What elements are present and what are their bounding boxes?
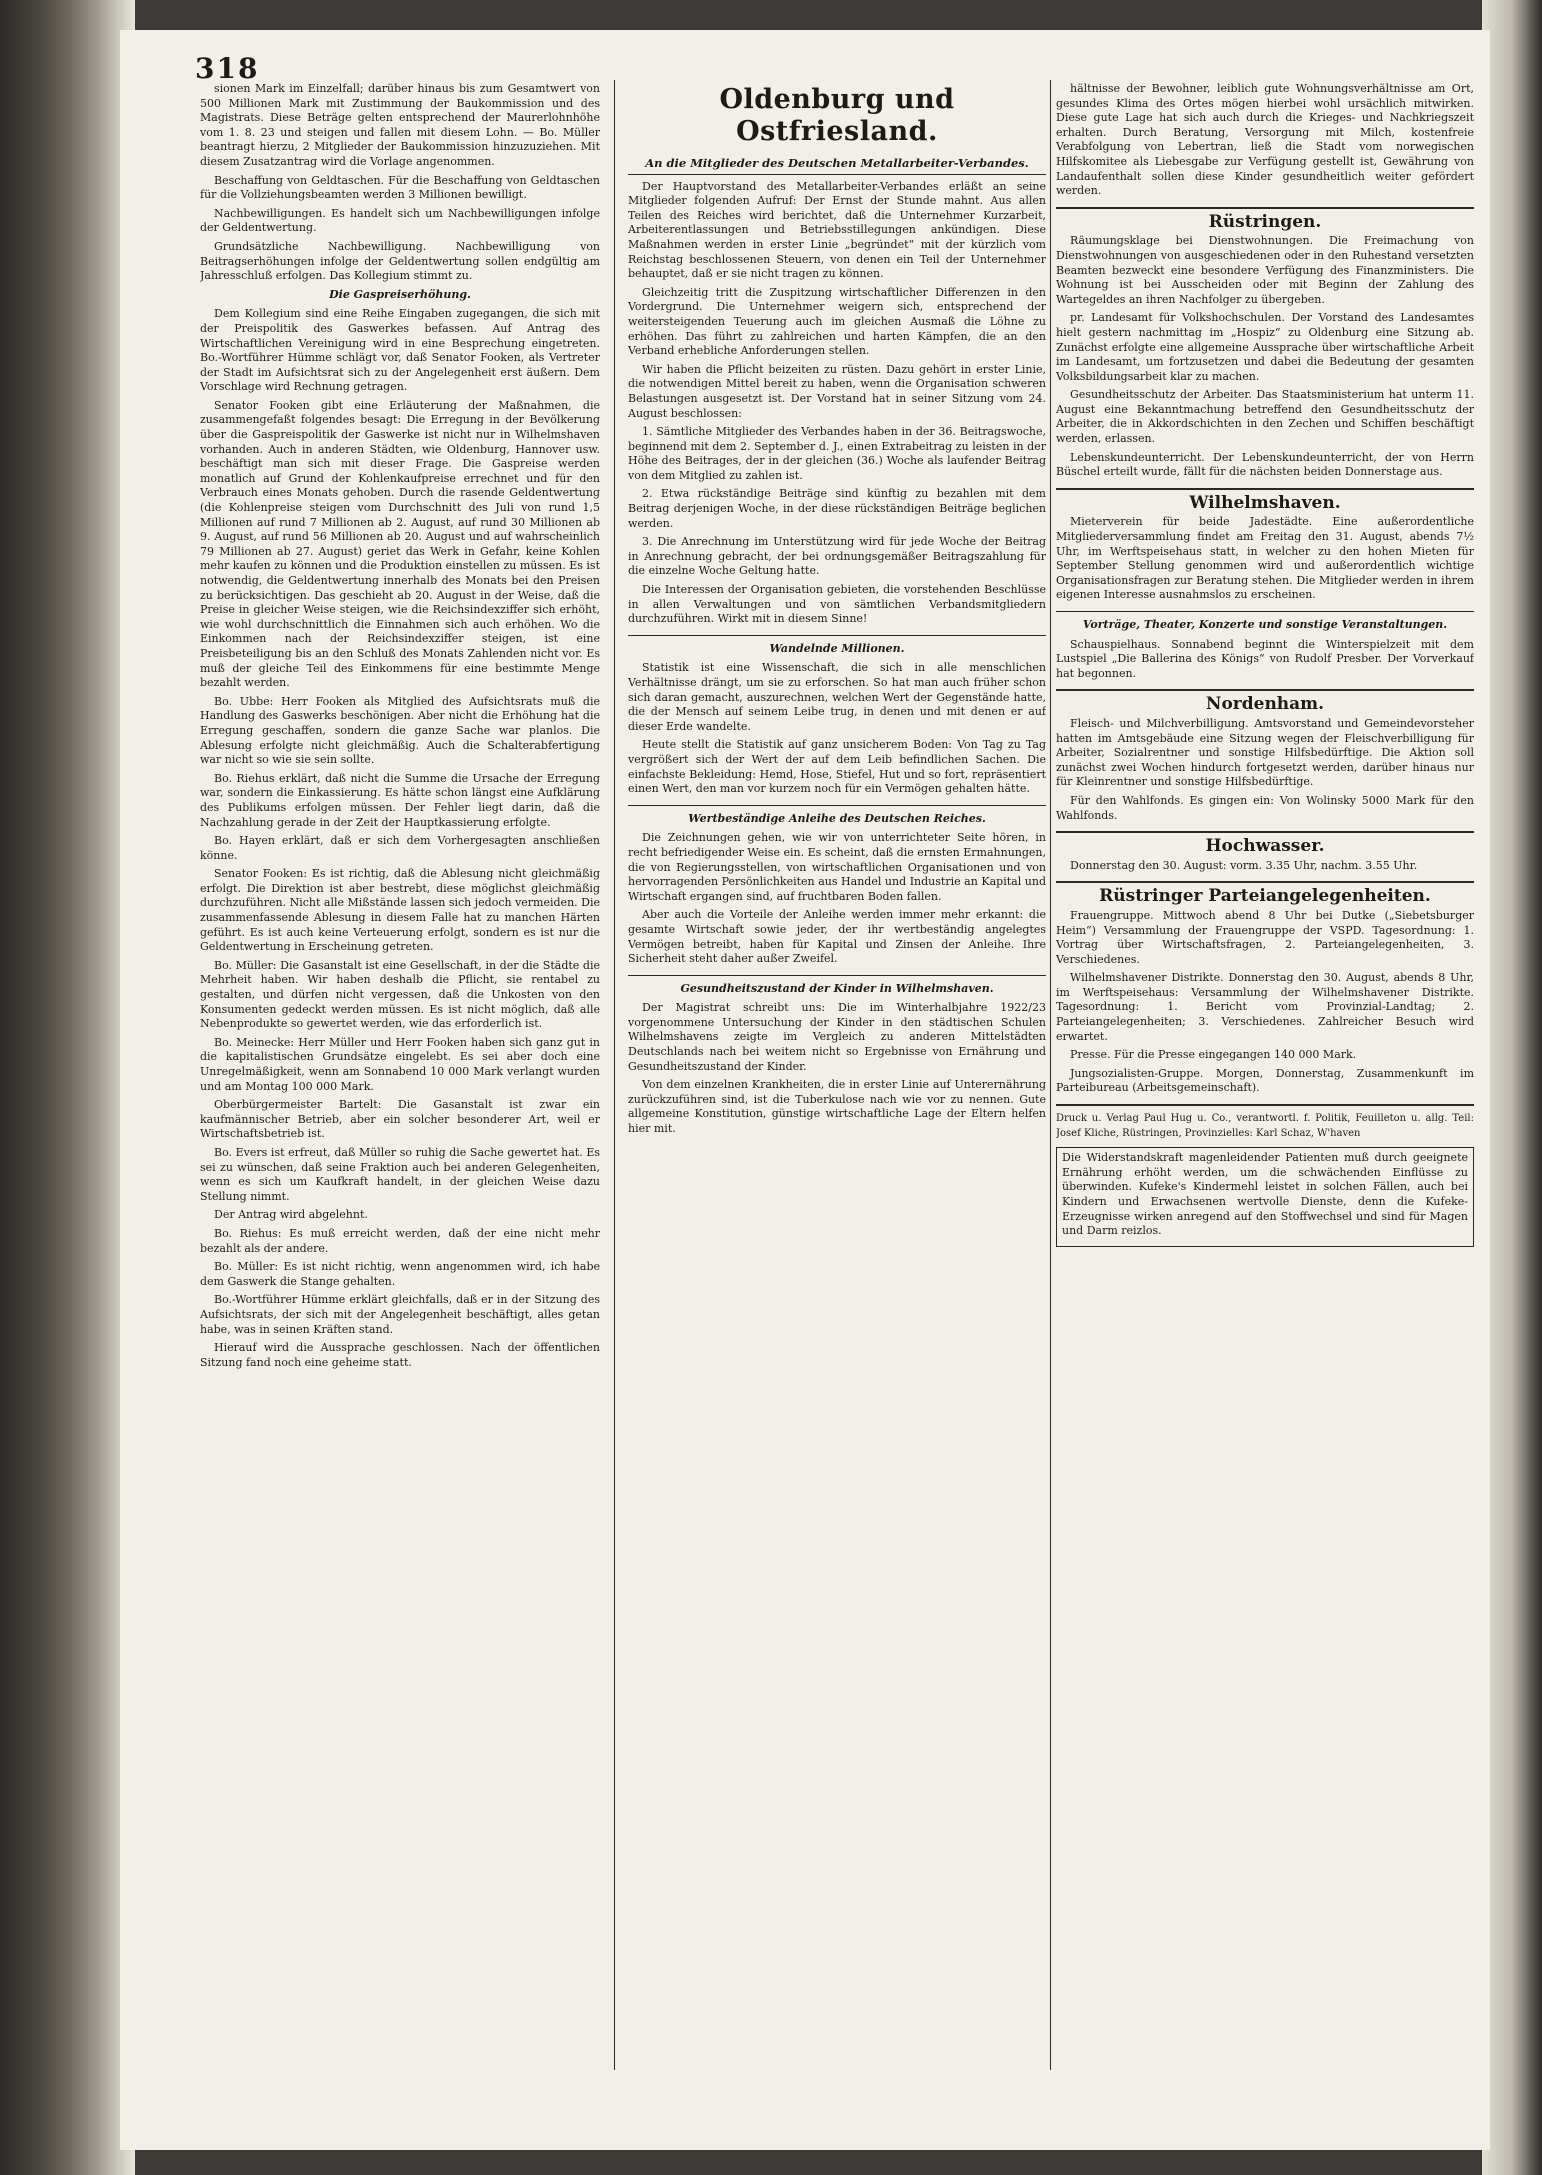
paragraph: Mieterverein für beide Jadestädte. Eine außerordentliche Mitgliederversammlung findet am Freitag den 31. August, abends 7½ Uhr, im Werftspeisehaus statt, in welcher zu den hohen Mieten für September Stellung genommen wird und außerordentlich wichtige Organisationsfragen zur Beratung stehen. Die Mitglieder werden in ihrem eigenen Interesse ausnahmslos zu erscheinen. — [1056, 515, 1474, 602]
section-heading: Rüstringen. — [1208, 211, 1322, 232]
paragraph: Wilhelmshavener Distrikte. Donnerstag den 30. August, abends 8 Uhr, im Werftspeisehaus: Versammlung der Wilhelmshavener Distrikte. Tagesordnung: 1. Bericht vom Provinzial-Landtag; 2. Parteiangelegenheiten; 3. Verschiedenes. Zahlreicher Besuch wird erwartet. — [1056, 971, 1474, 1043]
paragraph: Bo. Evers ist erfreut, daß Müller so ruhig die Sache gewertet hat. Es sei zu wünschen, daß seine Fraktion auch bei anderen Gelegenheiten, wenn es sich um Kaufkraft handelt, in der gleichen Weise dazu Stellung nimmt. — [200, 1145, 600, 1203]
divider — [1056, 611, 1474, 612]
column-right — [1056, 82, 1474, 2122]
section-heading: Wandelnde Millionen. — [769, 641, 905, 655]
paragraph: 1. Sämtliche Mitglieder des Verbandes haben in der 36. Beitragswoche, beginnend mit dem 2. September d. J., einen Extrabeitrag zu leisten in der Höhe des Beitrages, der in der gleichen (36.) Woche als laufender Beitrag von dem Mitglied zu zahlen ist. — [628, 425, 1046, 482]
section-heading: Rüstringer Parteiangelegenheiten. — [1099, 886, 1431, 907]
paragraph: Senator Fooken gibt eine Erläuterung der Maßnahmen, die zusammengefaßt folgendes besagt: Die Erregung in der Bevölkerung über die Gaspreispolitik der Gaswerke ist nicht nur in Wilhelmshaven vorhanden. Auch in anderen Städten, wie Oldenburg, Hannover usw. beschäftigt man sich mit dieser Frage. Die Gaspreise werden monatlich auf Grund der Kohlenkaufpreise errechnet und für den Verbrauch eines Monats gehoben. Durch die rasende Geldentwertung (die Kohlenpreise steigen vom Durchschnitt des Juli von rund 1,5 Millionen auf rund 7 Millionen ab 2. August, auf rund 30 Millionen ab 9. August, auf rund 56 Millionen ab 20. August und auf wahrscheinlich 79 Millionen ab 27. August) geriet das Werk in Gefahr, keine Kohlen mehr kaufen zu können und die Produktion einstellen zu müssen. Es ist notwendig, die Geldentwertung innerhalb des Monats bei den Preisen zu berücksichtigen. Das geschieht ab 20. August in der Weise, daß die Preise in gleicher Weise steigen, wie die Reichsindexziffer sich erhöht, wie wohl durchschnittlich die Einnahmen sich auch erhöhen. Wo die Einkommen nach der Reichsindexziffer steigen, ist eine Preisbeteiligung bis an den Schluß des Monats Zahlenden nicht vor. Es muß der gleiche Teil des Einkommens für eine bestimmte Menge bezahlt werden. — [200, 398, 600, 690]
advertisement-text: Die Widerstandskraft magenleidender Patienten muß durch geeignete Ernährung erhöht werden, um die schwächenden Einflüsse zu überwinden. Kufeke's Kindermehl leistet in solchen Fällen, auch bei Kindern und Erwachsenen wertvolle Dienste, denn die Kufeke-Erzeugnisse wirken anregend auf den Stoffwechsel und sind für Magen und Darm reizlos. — [1062, 1151, 1468, 1238]
paragraph: Heute stellt die Statistik auf ganz unsicherem Boden: Von Tag zu Tag vergrößert sich der Wert der auf dem Leib befindlichen Sachen. Die einfachste Bekleidung: Hemd, Hose, Stiefel, Hut und so fort, repräsentiert einen Wert, den man vor kurzem noch für ein Vermögen gehalten hätte. — [628, 738, 1046, 796]
paragraph: Bo. Hayen erklärt, daß er sich dem Vorhergesagten anschließen könne. — [200, 834, 600, 862]
paragraph: Gleichzeitig tritt die Zuspitzung wirtschaftlicher Differenzen in den Vordergrund. Die Unternehmer weigern sich, entsprechend der weitersteigenden Teuerung auch im gleichen Ausmaß die Löhne zu erhöhen. Das führt zu zahlreichen und harten Kämpfen, die an den Verband erhebliche Anforderungen stellen. — [628, 285, 1046, 358]
paragraph: Bo.-Wortführer Hümme erklärt gleichfalls, daß er in der Sitzung des Aufsichtsrats, der sich mit der Angelegenheit beschäftigt, alles getan habe, was in seinen Kräften stand. — [200, 1293, 600, 1336]
section-heading: Wertbeständige Anleihe des Deutschen Reiches. — [688, 811, 986, 825]
paragraph: Von dem einzelnen Krankheiten, die in erster Linie auf Unterernährung zurückzuführen sind, ist die Tuberkulose nach wie vor zu nennen. Gute allgemeine Konstitution, günstige wirtschaftliche Lage der Eltern helfen hier mit. — [628, 1078, 1046, 1136]
paragraph: Gesundheitsschutz der Arbeiter. Das Staatsministerium hat unterm 11. August eine Bekanntmachung betreffend den Gesundheitsschutz der Arbeiter, die in Akkordschichten in den Zechen und Schiffen beschäftigt werden, erlassen. — [1056, 388, 1474, 446]
section-heading: Die Gaspreiserhöhung. — [329, 287, 471, 301]
paragraph: Bo. Müller: Es ist nicht richtig, wenn angenommen wird, ich habe dem Gaswerk die Stange gehalten. — [200, 1260, 600, 1288]
paragraph: Wir haben die Pflicht beizeiten zu rüsten. Dazu gehört in erster Linie, die notwendigen Mittel bereit zu haben, wenn die Organisation schweren Belastungen ausgesetzt ist. Der Vorstand hat in seiner Sitzung vom 24. August beschlossen: — [628, 362, 1046, 420]
column-rule — [1050, 80, 1051, 2070]
divider — [1056, 881, 1474, 883]
imprint: Druck u. Verlag Paul Hug u. Co., verantwortl. f. Politik, Feuilleton u. allg. Teil: Josef Kliche, Rüstringen, Provinzielles: Karl Schaz, W'haven — [1056, 1113, 1474, 1139]
paragraph: Nachbewilligungen. Es handelt sich um Nachbewilligungen infolge der Geldentwertung. — [200, 206, 600, 235]
paragraph: hältnisse der Bewohner, leiblich gute Wohnungsverhältnisse am Ort, gesundes Klima des Ortes mögen hierbei wohl ursächlich mitwirken. Diese gute Lage hat sich auch durch die Krieges- und Nachkriegszeit erhalten. Durch Beratung, Versorgung mit Milch, kostenfreie Verabfolgung von Lebertran, ließ die Stadt vom norwegischen Hilfskomitee als Liebesgabe zur Verfügung gestellt ist, Gewährung von Landaufenthalt sollen diese Kinder gesundheitlich weiter gefördert werden. — [1056, 82, 1474, 198]
subheading: An die Mitglieder des Deutschen Metallarbeiter-Verbandes. — [628, 156, 1046, 175]
paragraph: Grundsätzliche Nachbewilligung. Nachbewilligung von Beitragserhöhungen infolge der Geldentwertung sollen endgültig am Jahresschluß erfolgen. Das Kollegium stimmt zu. — [200, 239, 600, 283]
paragraph: Bo. Riehus: Es muß erreicht werden, daß der eine nicht mehr bezahlt als der andere. — [200, 1226, 600, 1255]
paragraph: Schauspielhaus. Sonnabend beginnt die Winterspielzeit mit dem Lustspiel „Die Ballerina des Königs“ von Rudolf Presber. Der Vorverkauf hat begonnen. — [1056, 637, 1474, 680]
paragraph: pr. Landesamt für Volkshochschulen. Der Vorstand des Landesamtes hielt gestern nachmittag im „Hospiz“ zu Oldenburg eine Sitzung ab. Zunächst erfolgte eine allgemeine Aussprache über wirtschaftliche Arbeit im Landesamt, um fortzusetzen und dabei die Bedeutung der gesamten Volksbildungsarbeit klar zu machen. — [1056, 311, 1474, 383]
section-heading: Gesundheitszustand der Kinder in Wilhelmshaven. — [680, 981, 994, 995]
paragraph: Frauengruppe. Mittwoch abend 8 Uhr bei Dutke („Siebetsburger Heim“) Versammlung der Frauengruppe der VSPD. Tagesordnung: 1. Vortrag über Wirtschaftsfragen, 2. Parteiangelegenheiten, 3. Verschiedenes. — [1056, 908, 1474, 966]
paragraph: Bo. Müller: Die Gasanstalt ist eine Gesellschaft, in der die Städte die Mehrheit haben. Wir haben deshalb die Pflicht, sie rentabel zu gestalten, und dürfen nicht vergessen, daß die Unkosten von den Konsumenten gedeckt werden müssen. Es ist nicht möglich, daß alle Nebenprodukte so gewertet werden, wie das erforderlich ist. — [200, 958, 600, 1031]
divider — [1056, 831, 1474, 833]
paragraph: Die Zeichnungen gehen, wie wir von unterrichteter Seite hören, in recht befriedigender Weise ein. Es scheint, daß die ernsten Ermahnungen, die von Regierungsstellen, von wirtschaftlichen Organisationen und von hervorragenden Persönlichkeiten aus Handel und Industrie an Kapital und Wirtschaft ergangen sind, auf fruchtbaren Boden fallen. — [628, 831, 1046, 903]
paragraph: Für den Wahlfonds. Es gingen ein: Von Wolinsky 5000 Mark für den Wahlfonds. — [1056, 793, 1474, 822]
paragraph: Aber auch die Vorteile der Anleihe werden immer mehr erkannt: die gesamte Wirtschaft sowie jeder, der ihr wertbeständig angelegtes Vermögen betreibt, haben für Kapital und Zinsen der Anleihe. Ihre Sicherheit steht daher außer Zweifel. — [628, 908, 1046, 966]
divider — [1056, 488, 1474, 490]
paragraph: Senator Fooken: Es ist richtig, daß die Ablesung nicht gleichmäßig erfolgt. Die Direktion ist aber bestrebt, diese möglichst gleichmäßig durchzuführen. Nicht alle Mißstände lassen sich jedoch vermeiden. Die zusammenfassende Ablesung in diesem Falle hat zu manchen Härten geführt. Es ist auch keine Verteuerung erfolgt, sondern es ist nur die Geldentwertung in Erscheinung getreten. — [200, 867, 600, 954]
paragraph: Statistik ist eine Wissenschaft, die sich in alle menschlichen Verhältnisse drängt, um sie zu erforschen. So hat man auch früher schon sich daran gemacht, auszurechnen, welchen Wert der Gegenstände hatte, die der Mensch auf seinem Leibe trug, in denen und mit denen er auf dieser Erde wandelte. — [628, 661, 1046, 733]
column-middle — [628, 82, 1046, 2122]
divider — [628, 635, 1046, 636]
paragraph: Die Interessen der Organisation gebieten, die vorstehenden Beschlüsse in allen Verwaltungen und von sämtlichen Verbandsmitgliedern durchzuführen. Wirkt mit in diesem Sinne! — [628, 583, 1046, 626]
paragraph: Hierauf wird die Aussprache geschlossen. Nach der öffentlichen Sitzung fand noch eine geheime statt. — [200, 1341, 600, 1369]
advertisement-box — [1056, 1147, 1474, 1247]
column-left — [200, 82, 600, 2122]
paragraph: Lebenskundeunterricht. Der Lebenskundeunterricht, der von Herrn Büschel erteilt wurde, fällt für die nächsten beiden Donnerstage aus. — [1056, 450, 1474, 479]
section-heading: Hochwasser. — [1205, 836, 1325, 857]
paragraph: Presse. Für die Presse eingegangen 140 000 Mark. — [1070, 1048, 1357, 1062]
section-heading: Wilhelmshaven. — [1189, 492, 1341, 513]
masthead: Oldenburg und Ostfriesland. — [719, 84, 955, 147]
paragraph: Der Antrag wird abgelehnt. — [214, 1208, 368, 1222]
paragraph: Bo. Riehus erklärt, daß nicht die Summe die Ursache der Erregung war, sondern die Einkassierung. Es hätte schon längst eine Aufklärung des Publikums erfolgen müssen. Der Fehler liegt darin, daß die Nachzahlung gerade in der Zeit der Hauptkassierung erfolgte. — [200, 771, 600, 829]
divider — [1056, 689, 1474, 691]
section-heading: Vorträge, Theater, Konzerte und sonstige Veranstaltungen. — [1082, 618, 1448, 631]
paragraph: Donnerstag den 30. August: vorm. 3.35 Uhr, nachm. 3.55 Uhr. — [1070, 858, 1418, 872]
page-number: 318 — [195, 52, 260, 85]
paragraph: Oberbürgermeister Bartelt: Die Gasanstalt ist zwar ein kaufmännischer Betrieb, aber ein solcher besonderer Art, weil er Wirtschaftsbetrieb ist. — [200, 1098, 600, 1141]
divider — [628, 805, 1046, 806]
divider — [1056, 1104, 1474, 1106]
paragraph: Beschaffung von Geldtaschen. Für die Beschaffung von Geldtaschen für die Vollziehungsbeamten werden 3 Millionen bewilligt. — [200, 173, 600, 202]
paragraph: Der Hauptvorstand des Metallarbeiter-Verbandes erläßt an seine Mitglieder folgenden Aufruf: Der Ernst der Stunde mahnt. Aus allen Teilen des Reiches wird berichtet, daß die Unternehmer Kurzarbeit, Arbeiterentlassungen und Betriebsstillegungen ankündigen. Diese Maßnahmen werden in erster Linie „begründet“ mit der kürzlich vom Reichstag beschlossenen Steuern, von denen ein Teil der Unternehmer behauptet, daß er sie nicht tragen zu können. — [628, 179, 1046, 281]
scan-right-edge — [1482, 0, 1542, 2175]
paragraph: Bo. Meinecke: Herr Müller und Herr Fooken haben sich ganz gut in die kapitalistischen Grundsätze eingelebt. Es sei aber doch eine Unregelmäßigkeit, wenn am Sonnabend 10 000 Mark verlangt wurden und am Montag 100 000 Mark. — [200, 1035, 600, 1093]
paragraph: Bo. Ubbe: Herr Fooken als Mitglied des Aufsichtsrats muß die Handlung des Gaswerks beschönigen. Aber nicht die Erhöhung hat die Erregung geschaffen, sondern die ganze Sache war planlos. Die Ablesung erfolgte nicht gleichmäßig. Auch die Schalterabfertigung war nicht so wie sie sein sollte. — [200, 694, 600, 767]
paragraph: 2. Etwa rückständige Beiträge sind künftig zu bezahlen mit dem Beitrag derjenigen Woche, in der diese rückständigen Beiträge beglichen werden. — [628, 487, 1046, 530]
divider — [628, 975, 1046, 976]
paragraph: Jungsozialisten-Gruppe. Morgen, Donnerstag, Zusammenkunft im Parteibureau (Arbeitsgemeinschaft). — [1056, 1066, 1474, 1095]
paragraph: Der Magistrat schreibt uns: Die im Winterhalbjahre 1922/23 vorgenommene Untersuchung der Kinder in den städtischen Schulen Wilhelmshavens zeigte im Vergleich zu anderen Mittelstädten Deutschlands nach bei weitem nicht so Ergebnisse von Ernährung und Gesundheitszustand der Kinder. — [628, 1001, 1046, 1073]
column-rule — [614, 80, 615, 2070]
paragraph: sionen Mark im Einzelfall; darüber hinaus bis zum Gesamtwert von 500 Millionen Mark mit Zustimmung der Baukommission und des Magistrats. Diese Beträge gelten entsprechend der Maurerlohnhöhe vom 1. 8. 23 und steigen und fallen mit diesem Lohn. — Bo. Müller beantragt hierzu, 2 Mitglieder der Baukommission hinzuzuziehen. Mit diesem Zusatzantrag wird die Vorlage angenommen. — [200, 82, 600, 168]
paragraph: Räumungsklage bei Dienstwohnungen. Die Freimachung von Dienstwohnungen von ausgeschiedenen oder in den Ruhestand versetzten Beamten bezweckt eine besondere Verfügung des Finanzministers. Die Wohnung ist bei Ausscheiden oder mit Beginn der Zahlung des Wartegeldes an ihren Nachfolger zu übergeben. — [1056, 234, 1474, 306]
paragraph: 3. Die Anrechnung im Unterstützung wird für jede Woche der Beitrag in Anrechnung gebracht, der bei ordnungsgemäßer Beitragszahlung für die einzelne Woche Geltung hatte. — [628, 535, 1046, 578]
section-heading: Nordenham. — [1205, 694, 1325, 715]
book-binding-edge — [0, 0, 135, 2175]
paragraph: Dem Kollegium sind eine Reihe Eingaben zugegangen, die sich mit der Preispolitik des Gaswerkes befassen. Auf Antrag des Wirtschaftlichen Vereinigung wird in eine Besprechung eingetreten. Bo.-Wortführer Hümme schlägt vor, daß Senator Fooken, als Vertreter der Stadt im Aufsichtsrat sich zu der Angelegenheit erst äußern. Dem Vorschlage wird Rechnung getragen. — [200, 307, 600, 394]
paragraph: Fleisch- und Milchverbilligung. Amtsvorstand und Gemeindevorsteher hatten im Amtsgebäude eine Sitzung wegen der Fleischverbilligung für Arbeiter, Sozialrentner und sonstige Hilfsbedürftige. Die Aktion soll zunächst zwei Wochen hindurch fortgesetzt werden, darüber hinaus nur für Kleinrentner und sonstige Hilfsbedürftige. — [1056, 716, 1474, 789]
divider — [1056, 207, 1474, 209]
